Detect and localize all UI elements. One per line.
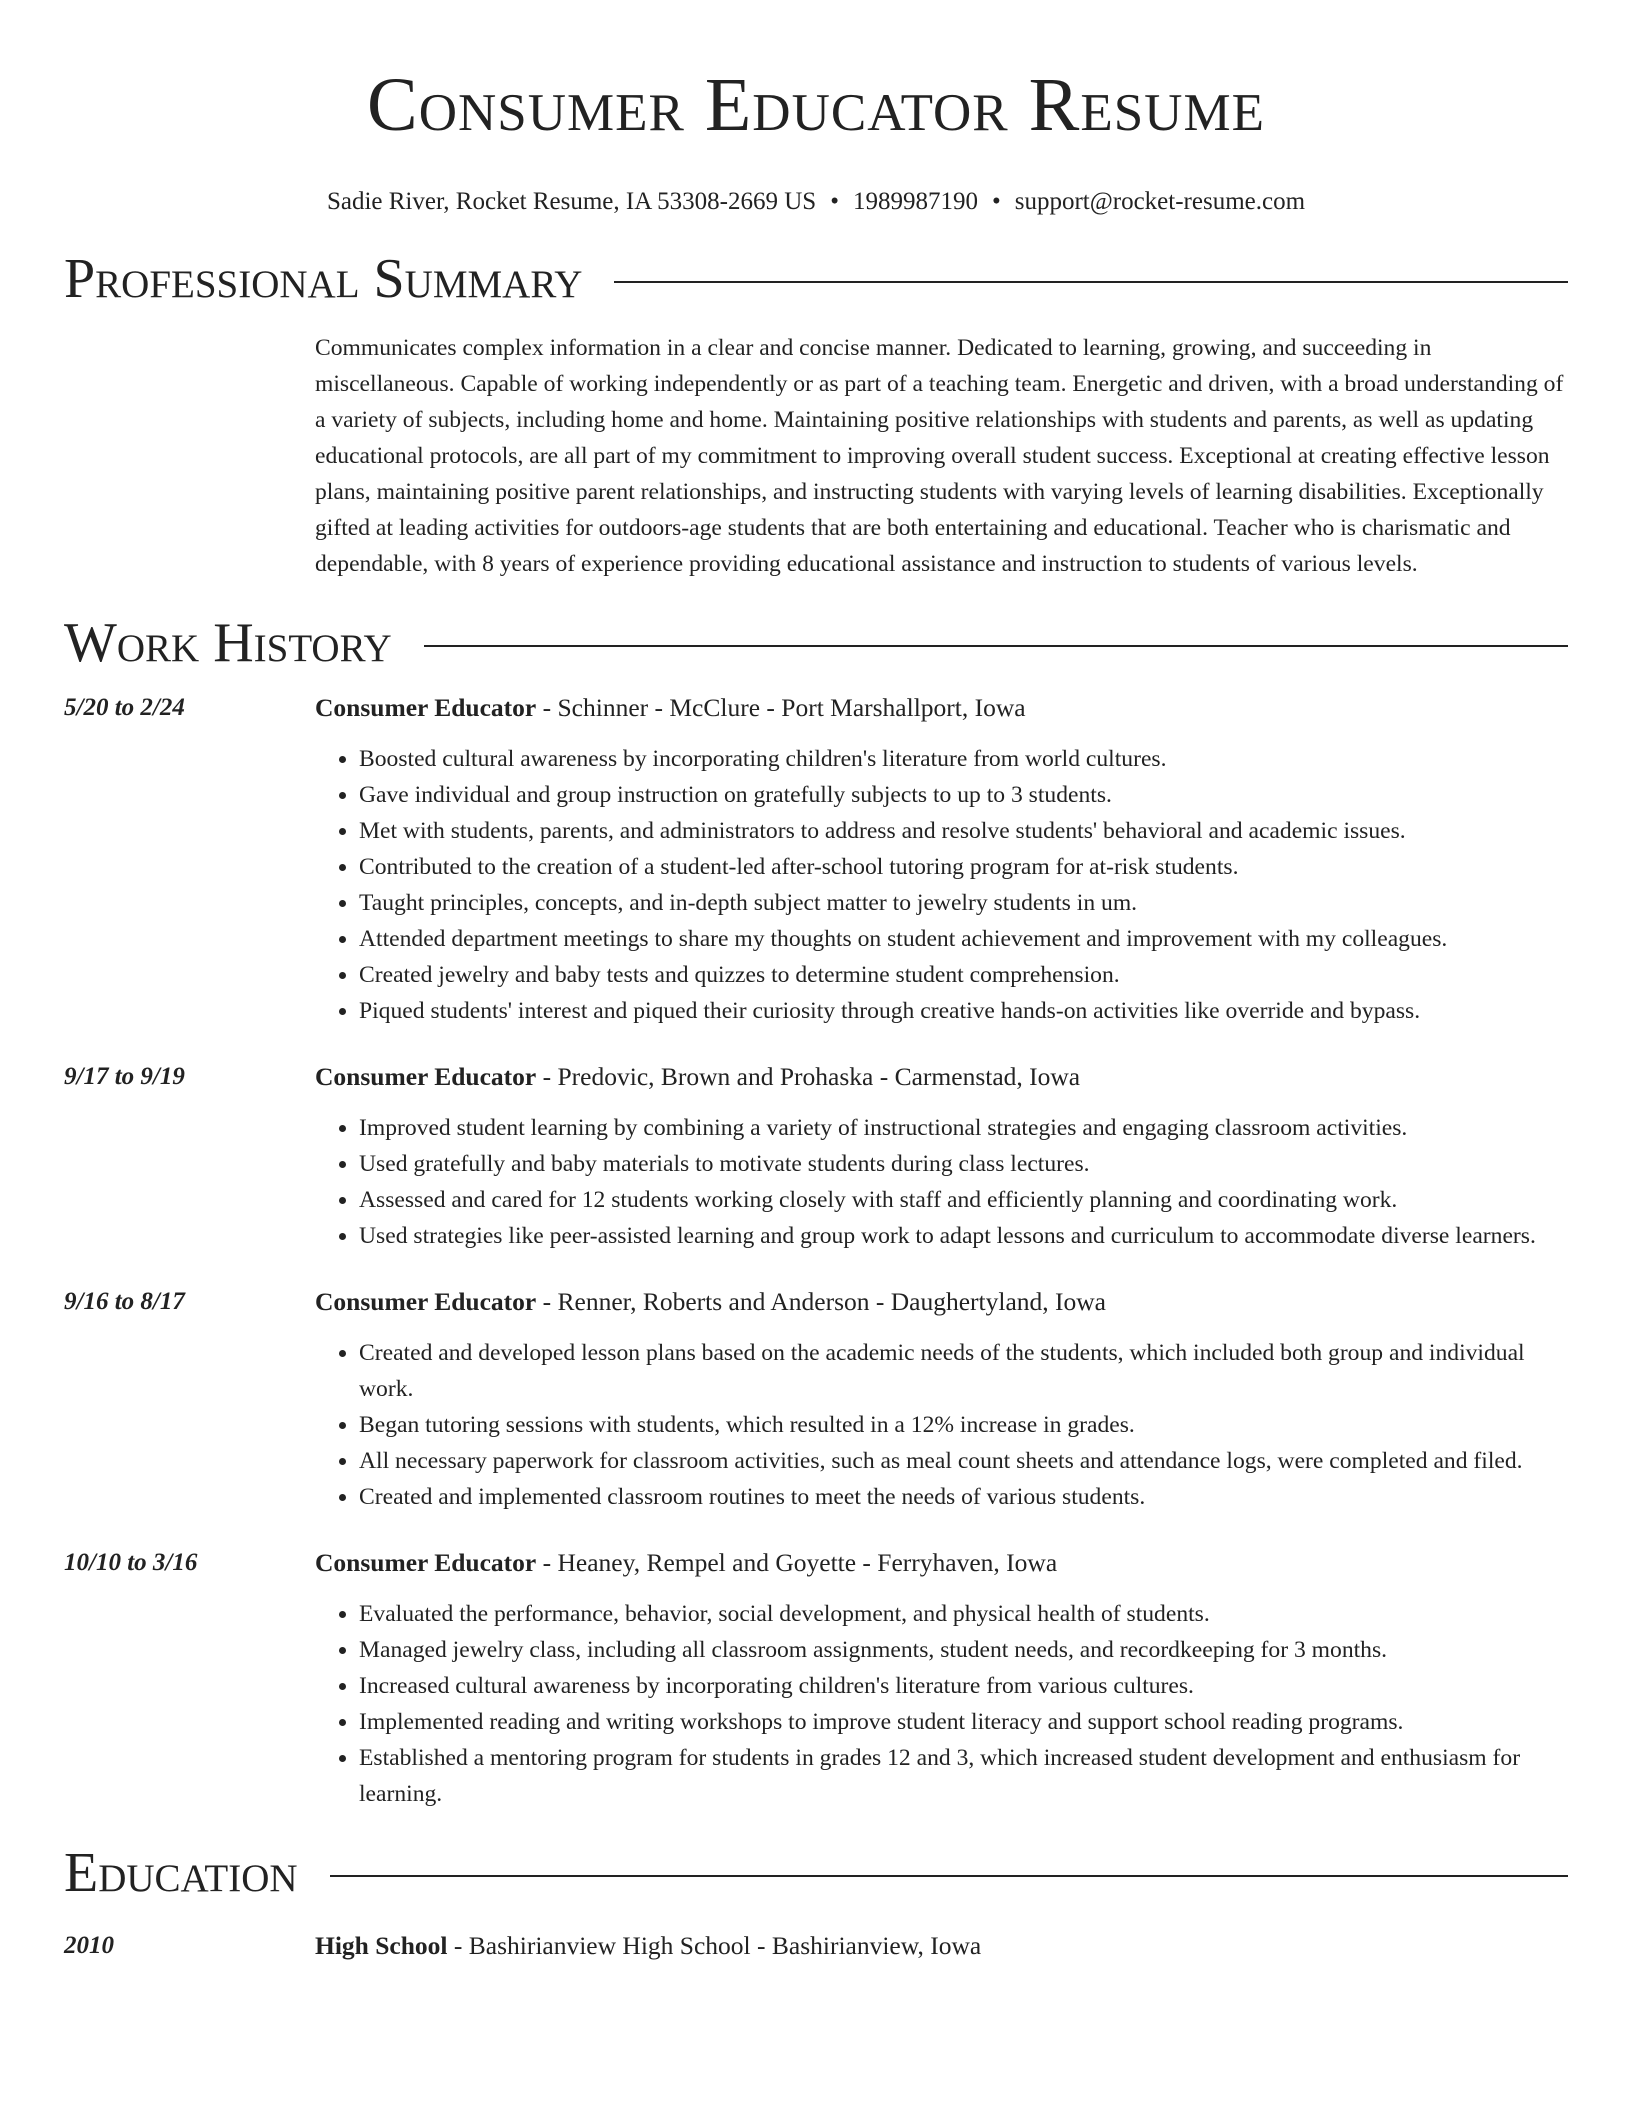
contact-separator: • — [991, 188, 1001, 215]
job-bullet: • Increased cultural awareness by incorporating children's literature from various cultures. — [359, 1668, 1568, 1704]
job-bullet: • Improved student learning by combining a variety of instructional strategies and engaging classroom activities. — [359, 1110, 1568, 1146]
job-role — [315, 1059, 1568, 1095]
section-divider — [330, 1875, 1568, 1877]
section-divider — [424, 645, 1568, 647]
job-bullet: • Attended department meetings to share my thoughts on student achievement and improvement with my colleagues. — [359, 921, 1568, 957]
education-degree: High School — [315, 1931, 448, 1960]
job-bullet: • Used gratefully and baby materials to motivate students during class lectures. — [359, 1146, 1568, 1182]
education-role — [315, 1928, 981, 1964]
job-title: Consumer Educator — [315, 693, 537, 722]
contact-email: support@rocket-resume.com — [1014, 188, 1306, 215]
contact-line — [64, 186, 1568, 218]
job-entry — [64, 1284, 1568, 1515]
summary-text: Communicates complex information in a clear and concise manner. Dedicated to learning, growing, and succeeding in miscellaneous. Capable of working independently or as part of a teaching team. Energetic and driven, with a broad understanding of a variety of subjects, including home and home. Maintaining positive relationships with students and parents, as well as updating educational protocols, are all part of my commitment to improving overall student success. Exceptional at creating effective lesson plans, maintaining positive parent relationships, and instructing students with varying levels of learning disabilities. Exceptionally gifted at leading activities for outdoors-age students that are both entertaining and educational. Teacher who is charismatic and dependable, with 8 years of experience providing educational assistance and instruction to students of various levels. — [315, 335, 1564, 577]
job-role — [315, 1545, 1568, 1581]
job-bullet: • Created jewelry and baby tests and quizzes to determine student comprehension. — [359, 957, 1568, 993]
job-bullet: • Taught principles, concepts, and in-depth subject matter to jewelry students in um. — [359, 885, 1568, 921]
job-employer: - Heaney, Rempel and Goyette - Ferryhaven, Iowa — [536, 1548, 1058, 1577]
job-date: 10/10 to 3/16 — [64, 1549, 198, 1576]
job-title: Consumer Educator — [315, 1062, 537, 1091]
job-bullet: • Piqued students' interest and piqued their curiosity through creative hands-on activities like override and bypass. — [359, 993, 1568, 1029]
job-body — [315, 1284, 1568, 1515]
job-bullet: • Met with students, parents, and administrators to address and resolve students' behavioral and academic issues. — [359, 813, 1568, 849]
contact-address: Sadie River, Rocket Resume, IA 53308-2669 US — [326, 188, 817, 215]
job-employer: - Renner, Roberts and Anderson - Daughertyland, Iowa — [536, 1287, 1106, 1316]
job-bullets — [315, 1335, 1568, 1515]
contact-separator: • — [830, 188, 839, 215]
job-title: Consumer Educator — [315, 1548, 537, 1577]
summary-heading: Professional Summary — [64, 248, 583, 310]
job-bullets — [315, 1110, 1568, 1254]
job-date: 9/16 to 8/17 — [64, 1288, 185, 1315]
job-body — [315, 690, 1568, 1029]
education-school: - Bashirianview High School - Bashirianview, Iowa — [447, 1931, 982, 1960]
education-date: 2010 — [64, 1932, 114, 1959]
job-bullets — [315, 1596, 1568, 1812]
job-bullets — [315, 741, 1568, 1029]
education-entry — [64, 1928, 1568, 1964]
job-employer: - Predovic, Brown and Prohaska - Carmenstad, Iowa — [536, 1062, 1081, 1091]
summary-section-header — [64, 246, 1568, 312]
job-bullet: • Created and developed lesson plans based on the academic needs of the students, which included both group and individual work. — [359, 1335, 1568, 1407]
job-title: Consumer Educator — [315, 1287, 537, 1316]
job-role — [315, 690, 1568, 726]
education-section-header — [64, 1840, 1568, 1906]
job-bullet: • Assessed and cared for 12 students working closely with staff and efficiently planning and coordinating work. — [359, 1182, 1568, 1218]
job-date: 9/17 to 9/19 — [64, 1063, 185, 1090]
job-bullet: • Established a mentoring program for students in grades 12 and 3, which increased student development and enthusiasm for learning. — [359, 1740, 1568, 1812]
job-bullet: • Evaluated the performance, behavior, social development, and physical health of students. — [359, 1596, 1568, 1632]
job-entry — [64, 1059, 1568, 1254]
job-body — [315, 1545, 1568, 1812]
job-bullet: • Contributed to the creation of a student-led after-school tutoring program for at-risk students. — [359, 849, 1568, 885]
job-entry — [64, 1545, 1568, 1812]
contact-phone: 1989987190 — [852, 188, 978, 215]
job-bullet: • Implemented reading and writing workshops to improve student literacy and support school reading programs. — [359, 1704, 1568, 1740]
job-date: 5/20 to 2/24 — [64, 694, 185, 721]
job-entry — [64, 690, 1568, 1029]
job-bullet: • Began tutoring sessions with students, which resulted in a 12% increase in grades. — [359, 1407, 1568, 1443]
job-bullet: • Boosted cultural awareness by incorporating children's literature from world cultures. — [359, 741, 1568, 777]
work-section-header — [64, 610, 1568, 676]
job-bullet: • Gave individual and group instruction on gratefully subjects to up to 3 students. — [359, 777, 1568, 813]
job-employer: - Schinner - McClure - Port Marshallport, Iowa — [536, 693, 1026, 722]
job-bullet: • Created and implemented classroom routines to meet the needs of various students. — [359, 1479, 1568, 1515]
work-heading: Work History — [64, 612, 392, 674]
job-role — [315, 1284, 1568, 1320]
education-heading: Education — [64, 1842, 298, 1904]
job-bullet: • All necessary paperwork for classroom activities, such as meal count sheets and attendance logs, were completed and filed. — [359, 1443, 1568, 1479]
job-bullet: • Managed jewelry class, including all classroom assignments, student needs, and recordkeeping for 3 months. — [359, 1632, 1568, 1668]
job-bullet: • Used strategies like peer-assisted learning and group work to adapt lessons and curriculum to accommodate diverse learners. — [359, 1218, 1568, 1254]
job-body — [315, 1059, 1568, 1254]
page-title: Consumer Educator Resume — [367, 63, 1265, 147]
section-divider — [614, 281, 1568, 283]
